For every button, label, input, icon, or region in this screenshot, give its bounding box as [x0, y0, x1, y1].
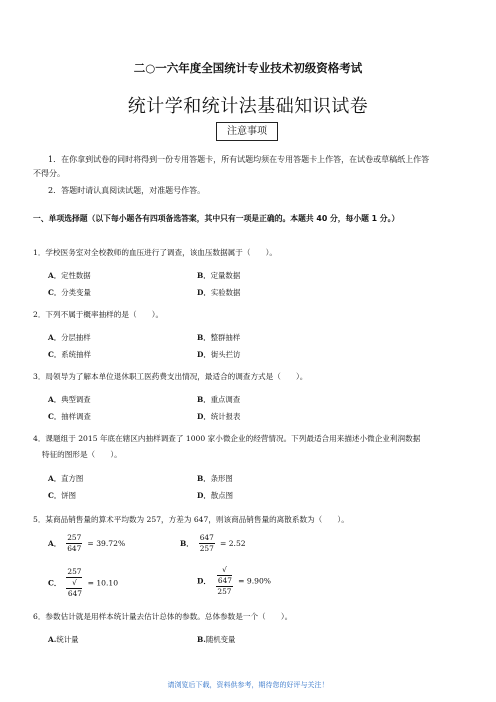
notice-box: 注意事项	[216, 122, 278, 141]
question-1: 1．学校医务室对全校教师的血压进行了调查，该血压数据属于（ ）。	[33, 248, 278, 257]
q5-option-c: C． 257 √ 647 = 10.10	[48, 567, 119, 598]
q3-option-d: D．统计报表	[197, 412, 241, 421]
fraction: $\frac{647}{257}$	[199, 533, 214, 553]
section-heading: 一、单项选择题（以下每小题各有四项备选答案，其中只有一项是正确的。本题共 40 分，每小题 1 分。）	[33, 214, 400, 223]
sqrt-icon: √ 647	[67, 578, 82, 598]
q2-option-b: B．整群抽样	[197, 333, 241, 342]
q1-option-c: C．分类变量	[48, 288, 91, 297]
q4-option-a: A．直方图	[48, 474, 84, 483]
q4-option-b: B．条形图	[197, 474, 233, 483]
notice-item-2: 2．答题时请认真阅读试题，对准题号作答。	[48, 186, 206, 195]
question-2: 2．下列不属于概率抽样的是（ ）。	[33, 310, 164, 319]
q3-option-a: A．典型调查	[48, 395, 91, 404]
fraction: 257 √ 647	[67, 567, 82, 598]
q2-option-c: C．系统抽样	[48, 350, 91, 359]
question-6: 6．参数估计就是用样本统计量去估计总体的参数。总体参数是一个（ ）。	[33, 612, 293, 621]
q5-option-b: B． $\frac{647}{257}$ = 2.52	[180, 533, 246, 553]
q2-option-d: D．街头拦访	[197, 350, 241, 359]
q1-option-d: D．实验数据	[197, 288, 241, 297]
q1-option-a: A．定性数据	[48, 271, 91, 280]
question-5: 5．某商品销售量的算术平均数为 257，方差为 647，则该商品销售量的离散系数为（ ）。	[33, 515, 349, 524]
q2-option-a: A．分层抽样	[48, 333, 91, 342]
exam-subtitle: 统计学和统计法基础知识试卷	[127, 96, 369, 117]
q6-option-b: B.随机变量	[197, 635, 236, 644]
fraction: $\frac{257}{647}$	[67, 533, 82, 553]
exam-title: 二○一六年度全国统计专业技术初级资格考试	[133, 61, 363, 75]
fraction: √ 647 257	[217, 565, 233, 596]
q3-option-b: B．重点调查	[197, 395, 241, 404]
q5-option-a: A． $\frac{257}{647}$ = 39.72%	[48, 533, 126, 553]
q5-option-d: D． √ 647 257 = 9.90%	[197, 565, 272, 596]
q6-option-a: A.统计量	[48, 635, 79, 644]
footer-note: 请浏览后下载，资料供参考，期待您的好评与关注！	[167, 681, 329, 689]
q4-option-d: D．散点图	[197, 491, 233, 500]
q4-option-c: C．饼图	[48, 491, 77, 500]
q1-option-b: B．定量数据	[197, 271, 241, 280]
question-3: 3．局领导为了解本单位退休职工医药费支出情况，最适合的调查方式是（ ）。	[33, 372, 308, 381]
notice-item-1: 1．在你拿到试卷的同时将得到一份专用答题卡，所有试题均须在专用答题卡上作答，在试卷或草稿纸上作答	[48, 155, 430, 164]
question-4: 4．课题组于 2015 年底在辖区内抽样调查了 1000 家小微企业的经营情况。下列最适合用来描述小微企业利润数据	[33, 434, 421, 443]
sqrt-icon: √	[222, 565, 227, 574]
question-4-cont: 特征的图形是（ ）。	[42, 450, 122, 459]
q3-option-c: C．抽样调查	[48, 412, 91, 421]
notice-item-1-cont: 不得分。	[33, 169, 65, 178]
